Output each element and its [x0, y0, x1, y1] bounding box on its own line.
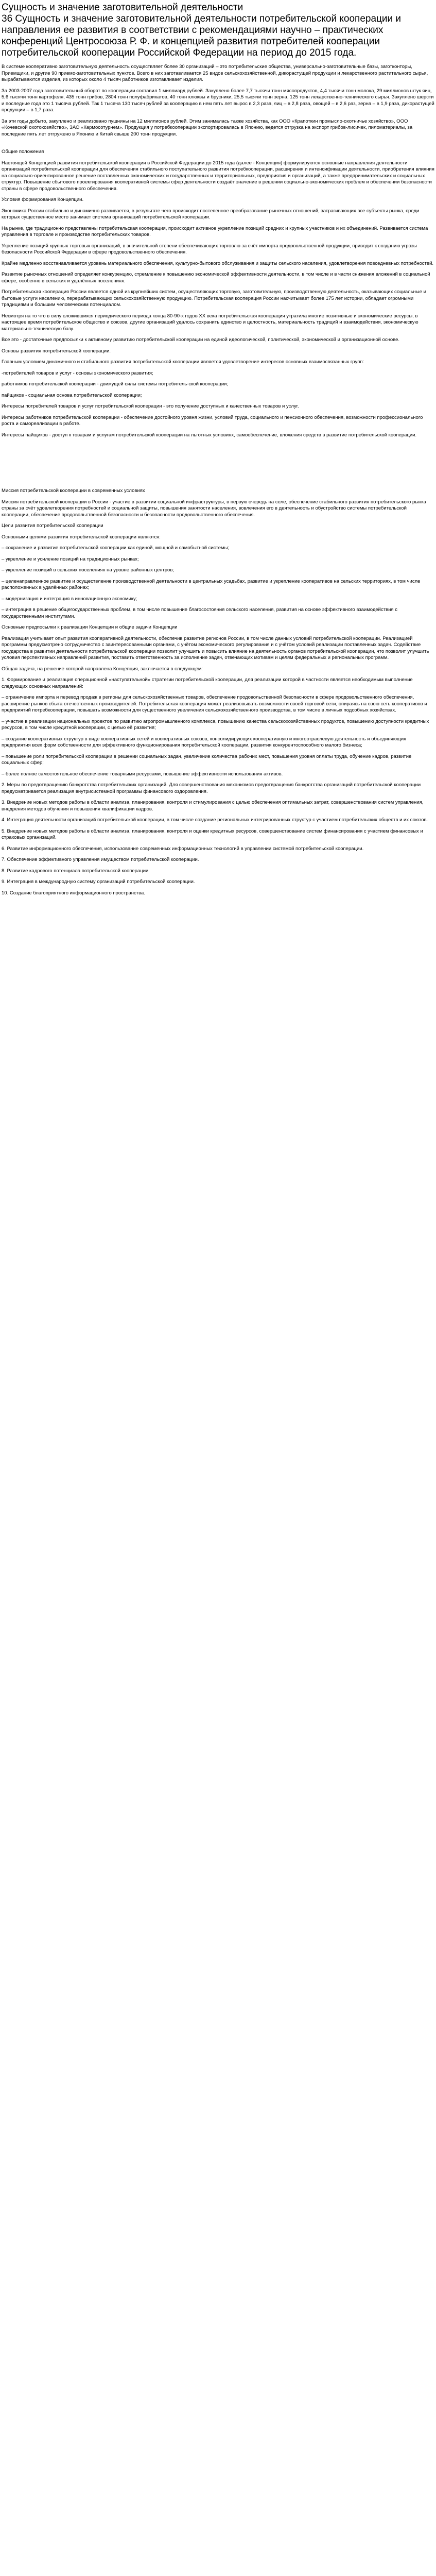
list-item: – создание кооперативных структур в виде кооперативных сетей и кооперативных союзов, консолидирующих кооперативную и многоотраслевую деятельность и объединяющих предприятия всех форм собственности для эффективного функционирования потребительской кооперации, развития конкурентоспособного малого бизнеса;: [2, 736, 406, 748]
list-item: 2. Меры по предотвращению банкротства потребительских организаций. Для совершенствования механизмов предотвращения банкротства организаций потребительской кооперации предусматривается реализация внутрисистемной программы финансового оздоровления.: [2, 782, 421, 794]
list-item: – укрепление и усиление позиций на традиционных рынках;: [2, 556, 139, 562]
document-body: [2, 64, 434, 896]
paragraph: В системе кооперативно заготовительную деятельность осуществляет более 30 организаций – это потребительские общества, универсально-заготовительные базы, заготконторы, Приемщики, и другие 90 приемо-заготовительных пунктов. Всего в них заготавливается 25 видов сельскохозяйственной, дикорастущей продукции и лекарственного растительного сырья, вырабатываются изделия, из которых около 4 тысяч работников изготавливает изделия.: [2, 64, 428, 82]
list-item: -потребителей товаров и услуг - основы экономического развития;: [2, 370, 153, 376]
list-item: – целенаправленное развитие и осуществление производственной деятельности в центральных усадьбах, развитие и укрепление кооперативов на сельских территориях, в том числе расположенных в удалённых районах;: [2, 578, 421, 590]
list-item: – ограничение импорта и перевод продаж в регионы для сельскохозяйственных товаров, обеспечение продовольственной безопасности в сфере продовольственного обеспечения, расширение рынков сбыта отечественных производителей. Потребительская кооперация может реализовывать возможности своей торговой сети, опираясь на свою сеть кооперативов и предприятий потребкооперации, повышать возможности для существенного увеличения сельскохозяйственного производства, в том числе в личных подсобных хозяйствах.: [2, 694, 427, 713]
paragraph: Экономика России стабильно и динамично развивается, в результате чего происходит постепенное преобразование рыночных отношений, затрагивающих все субъекты рынка, среди которых существенное место занимает система организаций потребительской кооперации.: [2, 208, 420, 220]
paragraph: Основными целями развития потребительской кооперации являются:: [2, 534, 161, 540]
section-heading: Условия формирования Концепции.: [2, 197, 84, 202]
list-item: – участие в реализации национальных проектов по развитию агропромышленного комплекса, повышению качества сельскохозяйственных продуктов, повышению доступности кредитных ресурсов, в том числе кредитной кооперации, с целью её развития;: [2, 718, 429, 731]
paragraph: Интересы пайщиков - доступ к товарам и услугам потребительской кооперации на льготных условиях, самообеспечение, вложения средств в развитие потребительской кооперации.: [2, 432, 417, 438]
paragraph: Развитие рыночных отношений определяет конкуренцию, стремление к повышению экономической эффективности деятельности, в том числе и в части снижения вложений в социальной сфере, особенно в сельских и удалённых поселениях.: [2, 272, 430, 284]
paragraph: За 2003-2007 года заготовительный оборот по кооперации составил 1 миллиард рублей. Закуплено более 7,7 тысячи тонн мясопродуктов, 4,4 тысячи тонн молока, 29 миллионов штук яиц, 5,6 тысячи тонн картофеля, 435 тонн грибов, 2804 тонн полуфабрикатов, 40 тонн клюквы и брусники, 25,5 тысячи тонн зерна, 125 тонн лекарственно-технического сырья. Закуплено шерсти и последние года это 1 тысяча рублей. Так 1 тысяча 130 тысяч рублей за кооперацию в нем пять лет вырос в 2,3 раза, яиц – в 2,8 раза, овощей – в 2,6 раз, зерна – в 1,9 раза, дикорастущей продукции – в 1,7 раза.: [2, 88, 434, 113]
list-item: пайщиков - социальная основа потребительской кооперации;: [2, 392, 142, 398]
list-item: – укрепление позиций в сельских поселениях на уровне районных центров;: [2, 567, 175, 573]
list-item: – интеграция в решение общегосударственных проблем, в том числе повышение благосостояния сельского населения, развития на основе эффективного взаимодействия с государственными институтами.: [2, 607, 397, 619]
paragraph: Потребительская кооперация России является одной из крупнейших систем, осуществляющих торговую, заготовительную, производственную деятельность, оказывающих социальные и бытовые услуги населению, перерабатывающих сельскохозяйственную продукцию. Потребительская кооперация России насчитывает более 175 лет истории, обладает огромными традициями и большим человеческим потенциалом.: [2, 289, 426, 308]
paragraph: Настоящей Концепцией развития потребительской кооперации в Российской Федерации до 2015 года (далее - Концепция) формулируются основные направления деятельности организаций потребительской кооперации для обеспечения стабильного поступательного развития потребкооперации, расширения и интенсификации деятельности, приобретения влияния на социально-ориентированное решение поставленных экономических и государственных и территориальных, предприятия и организаций, а также предпринимательских и социальных структур. Повышение сбытового проектирования кооперативной системы сфер деятельности создаёт значение в решении социально-экономических проблем и обеспечении безопасности страны в сфере продовольственного обеспечения.: [2, 160, 434, 192]
list-item: работников потребительской кооперации - движущей силы системы потребитель-ской кооперации;: [2, 381, 229, 387]
paragraph: Интересы потребителей товаров и услуг потребительской кооперации - это получение доступных и качественных товаров и услуг.: [2, 403, 299, 409]
section-heading: Цели развития потребительской кооперации: [2, 523, 103, 529]
list-item: – повышение роли потребительской кооперации в решении социальных задач, увеличение количества рабочих мест, повышения уровня оплаты труда, обучение кадров, развитие социальных сфер;: [2, 753, 412, 766]
paragraph: Общая задача, на решение которой направлена Концепция, заключается в следующем:: [2, 666, 203, 672]
section-heading: Общие положения: [2, 149, 44, 155]
list-item: 6. Развитие информационного обеспечения, использование современных информационных технологий в управлении системой потребительской кооперации.: [2, 845, 364, 852]
list-item: – более полное самостоятельное обеспечение товарными ресурсами, повышение эффективности использования активов.: [2, 771, 283, 777]
document-heading: [2, 2, 434, 59]
paragraph: Укрепление позиций крупных торговых организаций, в значительной степени обеспечивающих торговлю за счёт импорта продовольственной продукции, приводит к созданию угрозы безопасности Российской Федерации в сфере продовольственного обеспечения.: [2, 243, 417, 255]
paragraph: Главным условием динамичного и стабильного развития потребительской кооперации является удовлетворение интересов основных взаимосвязанных групп:: [2, 359, 364, 365]
paragraph: Миссия потребительской кооперации в России - участие в развитии социальной инфраструктуры, в первую очередь на селе, обеспечение стабильного развития потребительского рынка страны за счёт удовлетворения потребностей и социальной защиты, повышения занятости населения, вовлечения его в деятельность и обустройство системы потребительской кооперации, обеспечение продовольственной безопасности и безопасности продовольственного обеспечения.: [2, 499, 426, 518]
document-page: [0, 0, 436, 908]
list-item: 4. Интеграция деятельности организаций потребительской кооперации, в том числе создание региональных интегрированных структур с участием потребительских обществ и их союзов.: [2, 817, 428, 823]
list-item: 3. Внедрение новых методов работы в области анализа, планирования, контроля и стимулирования с целью обеспечения оптимальных затрат, совершенствования систем управления, внедрения методов обучения и повышения квалификации кадров.: [2, 800, 424, 812]
list-item: – сохранение и развитие потребительской кооперации как единой, мощной и самобытной системы;: [2, 545, 230, 551]
paragraph: Крайне медленно восстанавливается уровень материального обеспечения, культурно-бытового обслуживания и защиты сельского населения, удовлетворения повседневных потребностей.: [2, 260, 434, 266]
document-title-line2: 36 Сущность и значение заготовительной деятельности потребительской кооперации и направления ее развития в соответствии с рекомендациями научно – практических конференций Центросоюза Р. Ф. и концепцией развития потребителей кооперации потребительской кооперации Российской Федерации на период до 2015 года.: [2, 13, 402, 58]
paragraph: Несмотря на то что в силу сложившихся периодического периода конца 80-90-х годов XX века потребительская кооперация утратила многие позитивные и экономические ресурсы, в настоящее время потребительское общество и союзов, другие организаций удалось сохранить единство и целостность, материальность традиций и взаимодействия, экономическую материально-техническую базу.: [2, 313, 418, 332]
list-item: 5. Внедрение новых методов работы в области анализа, планирования, контроля и оценки кредитных ресурсов, совершенствование систем финансирования с участием финансовых и страховых организаций.: [2, 828, 423, 840]
list-item: 1. Формирование и реализация операционной «наступательной» стратегии потребительской кооперации, для реализации которой в частности является необходимым выполнение следующих основных направлений:: [2, 677, 413, 689]
paragraph: Интересы работников потребительской кооперации - обеспечение достойного уровня жизни, условий труда, социального и пенсионного обеспечения, возможности профессионального роста и самореализации в работе.: [2, 414, 423, 427]
list-item: – модернизация и интеграция в инновационную экономику;: [2, 596, 137, 602]
paragraph: За эти годы добыто, закуплено и реализовано пушнины на 12 миллионов рублей. Этим занималась также хозяйства, как ООО «Крапоткин промысло-охотничье хозяйство», ООО «Кочевской охотохозяйство», ЗАО «Кармосотурнем». Продукция у потребкооперации экспортировалась в Японию, ведется отгрузка на экспорт грибов-лисичек, пиломатериалы, за последние пять лет отгружено в Японию и Китай свыше 200 тонн продукции.: [2, 118, 413, 137]
paragraph: Реализация учитывает опыт развития кооперативной деятельности, обеспечив развитие регионов России, в том числе данных условий потребительской кооперации. Реализацией программы предусмотрено сотрудничество с заинтересованными органами, с учётом экономического регулирования и с учётом условий реализации поставленных задач. Содействие государства в развитии деятельности потребительской кооперации позволит улучшить и повысить влияние на деятельность органов потребительской кооперации, что позволит улучшить условия перспективных направлений развития, поставить ответственность за исполнение задач, отвечающих мотивам и целям федеральных и региональных программ.: [2, 635, 429, 660]
section-heading: Основные предпосылки к реализации Концепции и общие задачи Концепции: [2, 624, 178, 630]
list-item: 10. Создание благоприятного информационного пространства.: [2, 890, 145, 896]
document-title-line1: Сущность и значение заготовительной деятельности: [2, 2, 243, 13]
list-item: 7. Обеспечение эффективного управления имуществом потребительской кооперации.: [2, 857, 199, 862]
paragraph: На рынке, где традиционно представлены потребительская кооперация, происходит активное укрепление позиций средних и крупных участников и их объединений. Развивается система управления в торговле и производстве потребительских товаров.: [2, 225, 428, 238]
section-heading: Миссия потребительской кооперации в современных условиях: [2, 488, 145, 494]
section-heading: Основы развития потребительской кооперации.: [2, 348, 111, 354]
list-item: 9. Интеграция в международную систему организаций потребительской кооперации.: [2, 879, 195, 885]
paragraph: Все это - достаточные предпосылки к активному развитию потребительской кооперации на единой идеологической, политической, экономической и организационной основе.: [2, 337, 400, 343]
list-item: 8. Развитие кадрового потенциала потребительской кооперации.: [2, 868, 150, 874]
